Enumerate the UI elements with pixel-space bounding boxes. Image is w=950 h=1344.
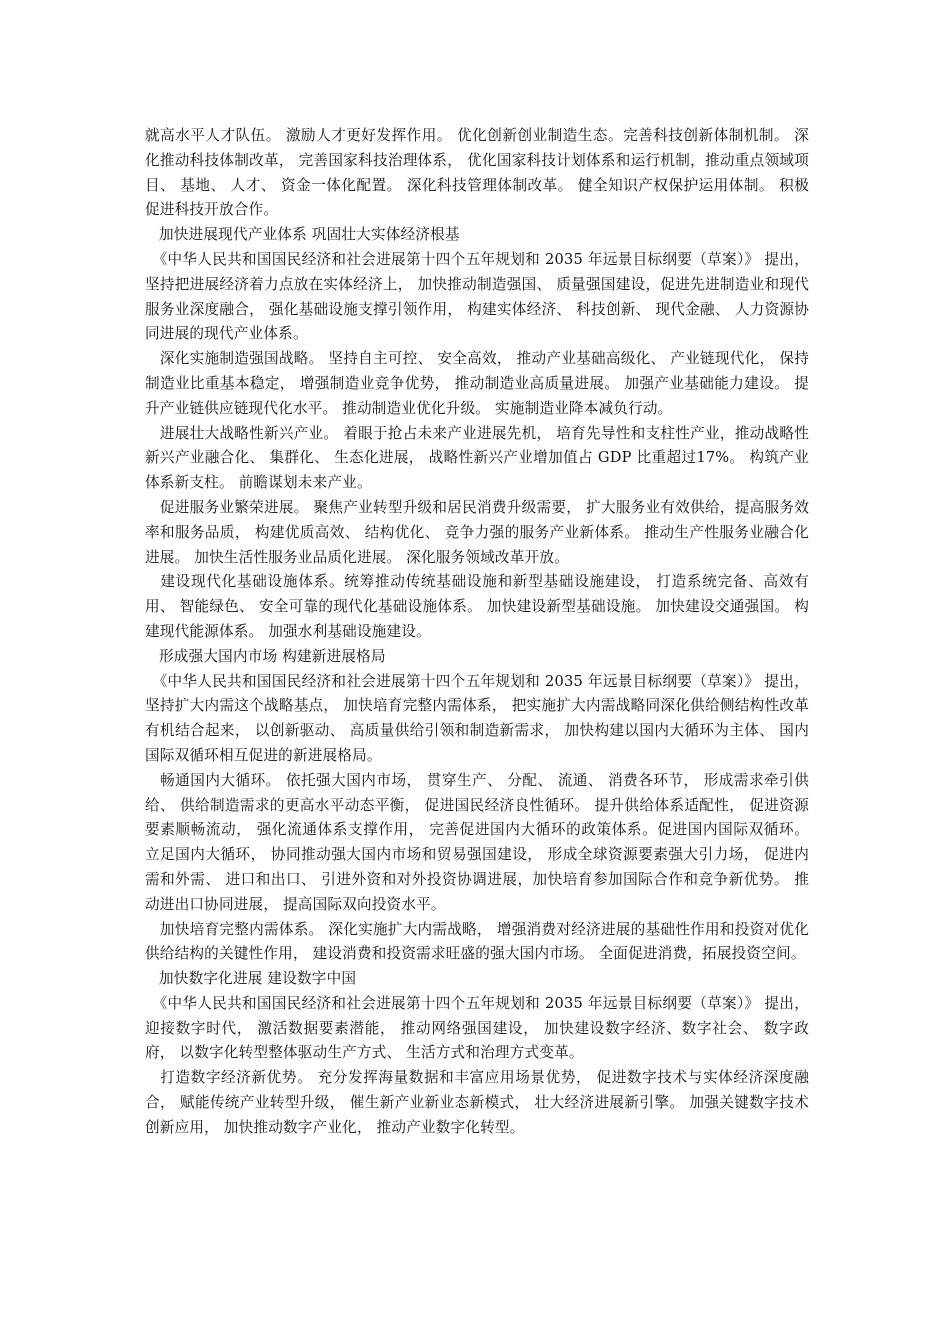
paragraph: 加快培育完整内需体系。 深化实施扩大内需战略， 增强消费对经济进展的基础性作用和投资对优化供给结构的关键性作用， 建设消费和投资需求旺盛的强大国内市场。 全面促进消费，拓展投资空间。 <box>145 920 809 963</box>
paragraph: 《中华人民共和国国民经济和社会进展第十四个五年规划和 2035 年远景目标纲要（草案）》 提出， 迎接数字时代， 激活数据要素潜能， 推动网络强国建设， 加快建设数字经济、数字社会、 数字政府， 以数字化转型整体驱动生产方式、 生活方式和治理方式变革。 <box>145 994 809 1062</box>
section-heading: 加快数字化进展 建设数字中国 <box>159 970 357 988</box>
paragraph: 打造数字经济新优势。 充分发挥海量数据和丰富应用场景优势， 促进数字技术与实体经济深度融合， 赋能传统产业转型升级， 催生新产业新业态新模式， 壮大经济进展新引擎。 加强关键数字技术创新应用， 加快推动数字产业化， 推动产业数字化转型。 <box>145 1069 809 1136</box>
paragraph: 《中华人民共和国国民经济和社会进展第十四个五年规划和 2035 年远景目标纲要（草案）》 提出， 坚持扩大内需这个战略基点， 加快培育完整内需体系， 把实施扩大内需战略同深化供给侧结构性改革有机结合起来， 以创新驱动、 高质量供给引领和制造新需求， 加快构建以国内大循环为主体、 国内国际双循环相互促进的新进展格局。 <box>145 672 809 764</box>
paragraph: 畅通国内大循环。 依托强大国内市场， 贯穿生产、 分配、 流通、 消费各环节， 形成需求牵引供给、 供给制造需求的更高水平动态平衡， 促进国民经济良性循环。 提升供给体系适配性， 促进资源要素顺畅流动， 强化流通体系支撑作用， 完善促进国内大循环的政策体系。促进国内国际双循环。 立足国内大循环， 协同推动强大国内市场和贸易强国建设， 形成全球资源要素强大引力场， 促进内需和外需、 进口和出口、 引进外资和对外投资协调进展，加快培育参加国际合作和竞争新优势。 推动进出口协同进展， 提高国际双向投资水平。 <box>145 771 809 913</box>
paragraph: 《中华人民共和国国民经济和社会进展第十四个五年规划和 2035 年远景目标纲要（草案）》 提出， 坚持把进展经济着力点放在实体经济上， 加快推动制造强国、 质量强国建设，促进先进制造业和现代服务业深度融合， 强化基础设施支撑引领作用， 构建实体经济、 科技创新、 现代金融、 人力资源协同进展的现代产业体系。 <box>145 250 809 343</box>
paragraph: 建设现代化基础设施体系。统筹推动传统基础设施和新型基础设施建设， 打造系统完备、高效有用、 智能绿色、 安全可靠的现代化基础设施体系。 加快建设新型基础设施。 加快建设交通强国。 构建现代能源体系。 加强水利基础设施建设。 <box>145 573 809 640</box>
paragraph: 就高水平人才队伍。 激励人才更好发挥作用。 优化创新创业制造生态。完善科技创新体制机制。 深化推动科技体制改革， 完善国家科技治理体系， 优化国家科技计划体系和运行机制，推动重点领域项目、 基地、 人才、 资金一体化配置。 深化科技管理体制改革。 健全知识产权保护运用体制。 积极促进科技开放合作。 <box>145 127 809 219</box>
document-body <box>145 124 809 1141</box>
section-heading: 加快进展现代产业体系 巩固壮大实体经济根基 <box>159 226 460 244</box>
section-heading: 形成强大国内市场 构建新进展格局 <box>159 647 386 665</box>
paragraph: 促进服务业繁荣进展。 聚焦产业转型升级和居民消费升级需要， 扩大服务业有效供给，提高服务效率和服务品质， 构建优质高效、 结构优化、 竞争力强的服务产业新体系。 推动生产性服务业融合化进展。 加快生活性服务业品质化进展。 深化服务领域改革开放。 <box>145 498 809 566</box>
paragraph: 进展壮大战略性新兴产业。 着眼于抢占未来产业进展先机， 培育先导性和支柱性产业，推动战略性新兴产业融合化、 集群化、 生态化进展， 战略性新兴产业增加值占 GDP 比重超过17%。 构筑产业体系新支柱。 前瞻谋划未来产业。 <box>145 424 809 492</box>
paragraph: 深化实施制造强国战略。 坚持自主可控、 安全高效， 推动产业基础高级化、 产业链现代化， 保持制造业比重基本稳定， 增强制造业竞争优势， 推动制造业高质量进展。 加强产业基础能力建设。 提升产业链供应链现代化水平。 推动制造业优化升级。 实施制造业降本减负行动。 <box>145 350 809 417</box>
